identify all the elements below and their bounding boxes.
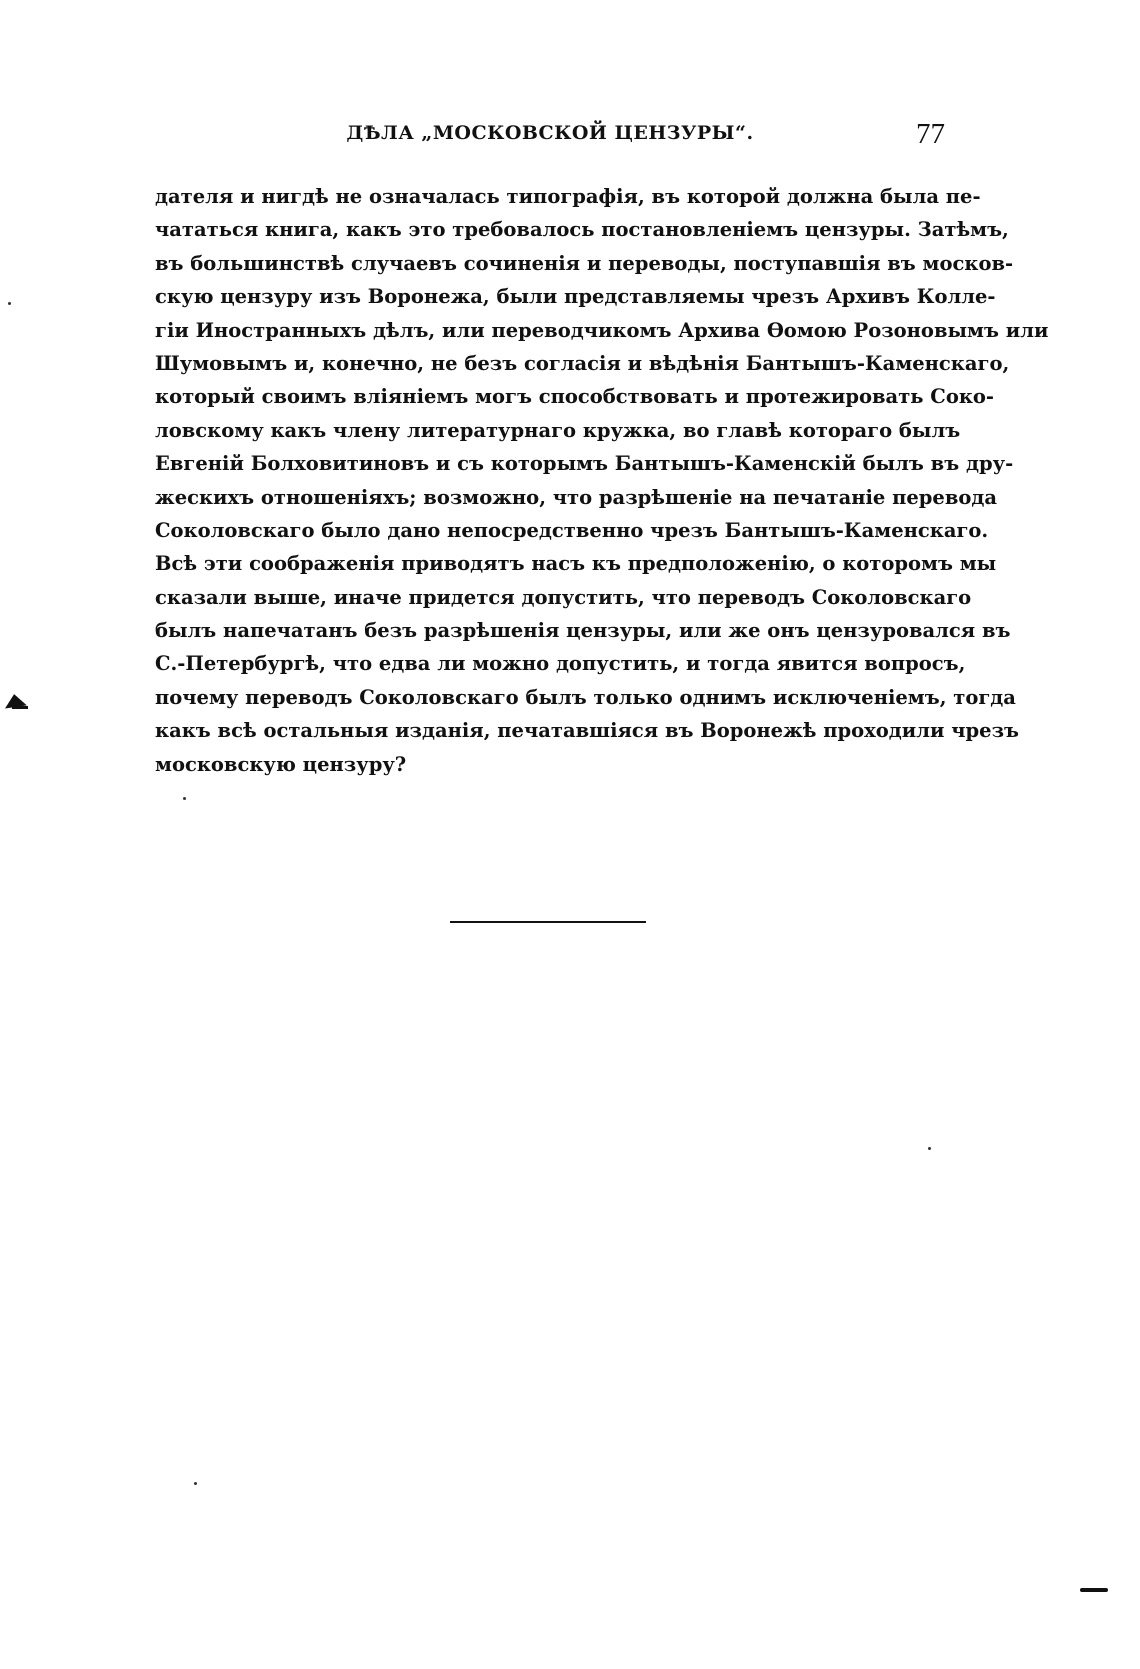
text-line: сказали выше, иначе придется допустить, что переводъ Соколовскаго (155, 585, 972, 609)
text-line: скую цензуру изъ Воронежа, были представляемы чрезъ Архивъ Колле- (155, 285, 996, 309)
text-line: почему переводъ Соколовскаго былъ только однимъ исключеніемъ, тогда (155, 685, 1016, 709)
text-line: Соколовскаго было дано непосредственно чрезъ Бантышъ-Каменскаго. (155, 518, 989, 542)
text-line: дателя и нигдѣ не означалась типографія, въ которой должна была пе- (155, 185, 981, 208)
running-title: ДѢЛА „МОСКОВСКОЙ ЦЕНЗУРЫ“. (346, 122, 754, 144)
text-line: ловскому какъ члену литературнаго кружка, во главѣ котораго былъ (155, 418, 961, 442)
page-number: 77 (916, 118, 945, 150)
scan-speck (183, 797, 186, 800)
scan-speck (928, 1147, 931, 1150)
scan-edge-mark (1080, 1588, 1108, 1592)
running-head (155, 118, 945, 158)
body-paragraph (155, 180, 1049, 781)
text-line: Всѣ эти соображенія приводятъ насъ къ предположенію, о которомъ мы (155, 552, 997, 576)
text-line: Шумовымъ и, конечно, не безъ согласія и вѣдѣнія Бантышъ-Каменскаго, (155, 351, 1010, 375)
scan-speck (8, 302, 11, 305)
text-line: который своимъ вліяніемъ могъ способствовать и протежировать Соко- (155, 385, 995, 409)
text-line: въ большинствѣ случаевъ сочиненія и переводы, поступавшія въ москов- (155, 251, 1014, 275)
text-line: С.-Петербургѣ, что едва ли можно допустить, и тогда явится вопросъ, (155, 652, 966, 676)
text-line: какъ всѣ остальныя изданія, печатавшіяся въ Воронежѣ проходили чрезъ (155, 719, 1019, 743)
end-of-text-rule (450, 921, 646, 923)
text-line: гіи Иностранныхъ дѣлъ, или переводчикомъ Архива Ѳомою Розоновымъ или (155, 318, 1049, 342)
text-line: жескихъ отношеніяхъ; возможно, что разрѣшеніе на печатаніе перевода (155, 485, 998, 509)
text-line: Евгеній Болховитиновъ и съ которымъ Бантышъ-Каменскій былъ въ дру- (155, 452, 1014, 476)
text-line: чататься книга, какъ это требовалось постановленіемъ цензуры. Затѣмъ, (155, 218, 1009, 242)
margin-arrow-tail (12, 706, 28, 709)
scan-speck (194, 1482, 197, 1485)
text-line: московскую цензуру? (155, 752, 407, 776)
text-line: былъ напечатанъ безъ разрѣшенія цензуры, или же онъ цензуровался въ (155, 619, 1011, 643)
